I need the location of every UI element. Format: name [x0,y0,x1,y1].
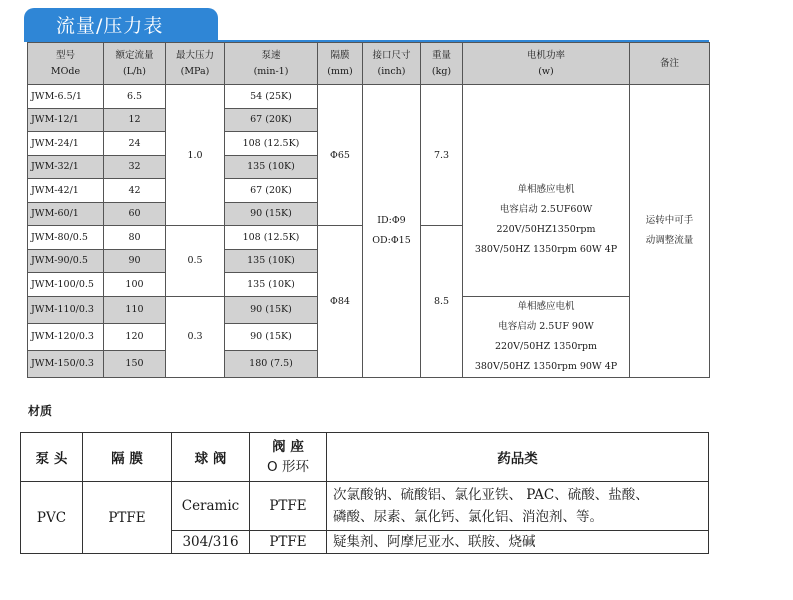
header-diaphragm: 隔 膜 [83,433,172,482]
cell-motor: 单相感应电机 电容启动 2.5UF 90W 220V/50HZ 1350rpm 380V/50HZ 1350rpm 90W 4P [463,296,630,377]
cell-model: JWM-60/1 [28,202,104,226]
cell-note: 运转中可手 动调整流量 [630,85,710,378]
header-weight: 重量 (kg) [421,43,463,85]
cell-flow: 32 [104,155,166,179]
cell-diaphragm: Φ84 [318,226,363,378]
cell-flow: 150 [104,350,166,377]
cell-flow: 42 [104,179,166,203]
header-note: 备注 [630,43,710,85]
cell-chemicals: 次氯酸钠、硫酸铝、氯化亚铁、 PAC、硫酸、盐酸、 磷酸、尿素、氯化钙、氯化铝、消泡剂、等。 [327,482,709,531]
cell-flow: 12 [104,108,166,132]
cell-model: JWM-110/0.3 [28,296,104,323]
cell-model: JWM-6.5/1 [28,85,104,109]
header-model: 型号 MOde [28,43,104,85]
cell-flow: 24 [104,132,166,156]
cell-pressure: 1.0 [166,85,225,226]
material-heading: 材质 [28,404,53,418]
cell-speed: 90 (15K) [225,296,318,323]
cell-chemicals: 疑集剂、阿摩尼亚水、联胺、烧碱 [327,531,709,554]
header-chemicals: 药品类 [327,433,709,482]
cell-flow: 60 [104,202,166,226]
cell-valve-seat: PTFE [250,531,327,554]
cell-speed: 108 (12.5K) [225,132,318,156]
table-row [28,85,710,109]
header-speed: 泵速 (min-1) [225,43,318,85]
cell-speed: 54 (25K) [225,85,318,109]
cell-speed: 135 (10K) [225,155,318,179]
cell-speed: 135 (10K) [225,249,318,273]
cell-model: JWM-12/1 [28,108,104,132]
cell-flow: 90 [104,249,166,273]
cell-port: ID:Φ9 OD:Φ15 [363,85,421,378]
header-pump-head: 泵 头 [21,433,83,482]
cell-model: JWM-90/0.5 [28,249,104,273]
cell-speed: 67 (20K) [225,108,318,132]
cell-speed: 90 (15K) [225,202,318,226]
cell-valve-seat: PTFE [250,482,327,531]
header-port: 接口尺寸 (inch) [363,43,421,85]
cell-flow: 110 [104,296,166,323]
material-row [21,482,709,531]
cell-weight: 8.5 [421,226,463,378]
header-row [28,43,710,85]
material-header-row [21,433,709,482]
cell-diaphragm: Φ65 [318,85,363,226]
cell-pressure: 0.3 [166,296,225,377]
header-pressure: 最大压力 (MPa) [166,43,225,85]
cell-speed: 135 (10K) [225,273,318,297]
cell-ball-valve: 304/316 [172,531,250,554]
header-ball-valve: 球 阀 [172,433,250,482]
cell-flow: 120 [104,323,166,350]
cell-speed: 90 (15K) [225,323,318,350]
header-flow: 额定流量 (L/h) [104,43,166,85]
cell-pressure: 0.5 [166,226,225,297]
cell-pump-head: PVC [21,482,83,554]
cell-model: JWM-120/0.3 [28,323,104,350]
material-table [20,432,709,554]
cell-model: JWM-150/0.3 [28,350,104,377]
cell-model: JWM-80/0.5 [28,226,104,250]
header-diaphragm: 隔膜 (mm) [318,43,363,85]
cell-flow: 6.5 [104,85,166,109]
cell-model: JWM-100/0.5 [28,273,104,297]
cell-motor: 单相感应电机 电容启动 2.5UF60W 220V/50HZ1350rpm 380V/50HZ 1350rpm 60W 4P [463,85,630,297]
cell-flow: 100 [104,273,166,297]
cell-ball-valve: Ceramic [172,482,250,531]
header-motor: 电机功率 (w) [463,43,630,85]
cell-speed: 67 (20K) [225,179,318,203]
title-tab [24,8,218,40]
header-valve-seat: 阀 座 O 形环 [250,433,327,482]
cell-model: JWM-42/1 [28,179,104,203]
cell-flow: 80 [104,226,166,250]
cell-diaphragm: PTFE [83,482,172,554]
cell-model: JWM-24/1 [28,132,104,156]
cell-model: JWM-32/1 [28,155,104,179]
cell-speed: 180 (7.5) [225,350,318,377]
cell-weight: 7.3 [421,85,463,226]
flow-pressure-table [27,42,710,378]
cell-speed: 108 (12.5K) [225,226,318,250]
page-title: 流量/压力表 [56,15,164,37]
